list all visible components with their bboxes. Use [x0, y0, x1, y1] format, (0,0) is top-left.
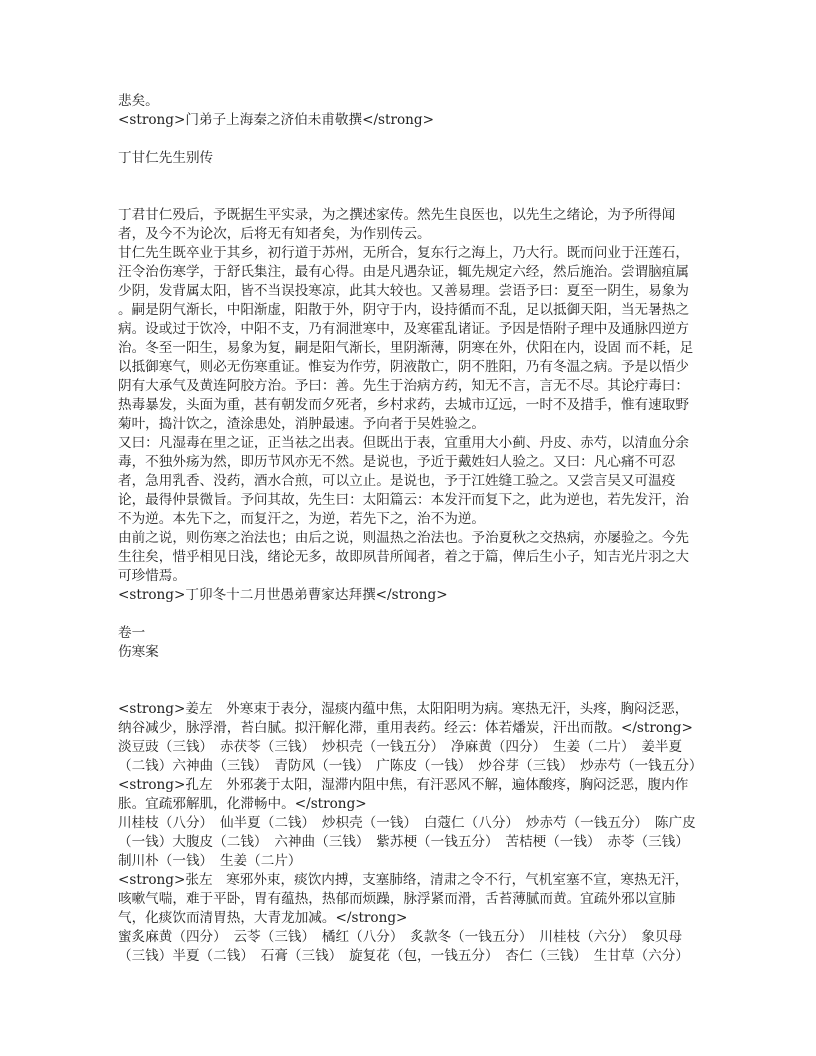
section-title: 伤寒案	[118, 644, 159, 660]
biography-title: 丁甘仁先生别传	[118, 150, 214, 166]
case-prescription: 淡豆豉（三钱） 赤茯苓（三钱） 炒枳壳（一钱五分） 净麻黄（四分） 生姜（二片） 姜半夏（二钱）六神曲（三钱） 青防风（一钱） 广陈皮（一钱） 炒谷芽（三钱） 炒赤芍（一钱五分）	[118, 739, 703, 774]
biography-signature: <strong>丁卯冬十二月世愚弟曹家达拜撰</strong>	[118, 587, 448, 603]
case-description: <strong>姜左 外寒束于表分，湿痰内蕴中焦，太阳阳明为病。寒热无汗，头疼，胸闷泛恶，纳谷减少，脉浮滑，苔白腻。拟汗解化滞，重用表药。经云：体若燔炭，汗出而散。</strong>	[118, 701, 693, 736]
biography-paragraph-1: 丁君甘仁殁后，予既据生平实录，为之撰述家传。然先生良医也，以先生之绪论，为予所得闻者，及今不为论次，后将无有知者矣，为作别传云。	[118, 207, 676, 242]
document-page	[118, 92, 703, 966]
spacer	[118, 662, 698, 700]
intro-tail: 悲矣。	[118, 93, 159, 109]
volume-title: 卷一	[118, 625, 146, 641]
biography-paragraph-2: 甘仁先生既卒业于其乡，初行道于苏州，无所合，复东行之海上，乃大行。既而问业于汪莲石，汪令治伤寒学，于舒氏集注，最有心得。由是凡遇杂证，辄先规定六经，然后施治。尝谓脑疽属少阴，发背属太阳，皆不当误投寒凉，此其大较也。又善易理。尝语予曰：夏至一阴生，易象为 。嗣是阴气渐长，中阳渐虚，阳散于外，阴守于内，设持循而不乱，足以抵御天阳，当无暑热之病。设或过于饮冷，中阳不支，乃有洞泄寒中，及寒霍乱诸证。予因是悟附子理中及通脉四逆方治。冬至一阳生，易象为复，嗣是阳气渐长，里阴渐薄，阴寒在外，伏阳在内，设固 而不耗，足以抵御寒气，则必无伤寒重证。惟妄为作劳，阴液散亡，阴不胜阳，乃有冬温之病。予是以悟少阴有大承气及黄连阿胶方治。予曰：善。先生于治病方药，知无不言，言无不尽。其论疔毒曰：热毒暴发，头面为重，甚有朝发而夕死者，乡村求药，去城市辽远，一时不及措手，惟有速取野菊叶，捣汁饮之，渣涂患处，消肿最速。予向者于吴姓验之。	[118, 245, 694, 432]
spacer	[118, 130, 698, 149]
biography-paragraph-3: 又曰：凡湿毒在里之证，正当祛之出表。但既出于表，宜重用大小蓟、丹皮、赤芍，以清血分余毒，不独外疡为然，即历节风亦无不然。是说也，予近于戴姓妇人验之。又曰：凡心痛不可忍者，急用乳香、没药，酒水合煎，可以立止。是说也，予于江姓缝工验之。又尝言吴又可温疫论，最得仲景微旨。予问其故，先生曰：太阳篇云：本发汗而复下之，此为逆也，若先发汗，治不为逆。本先下之，而复汗之，为逆，若先下之，治不为逆。	[118, 435, 689, 527]
spacer	[118, 605, 698, 624]
case-description: <strong>孔左 外邪袭于太阳，湿滞内阻中焦，有汗恶风不解，遍体酸疼，胸闷泛恶，腹内作胀。宜疏邪解肌，化滞畅中。</strong>	[118, 777, 689, 812]
case-description: <strong>张左 寒邪外束，痰饮内搏，支塞肺络，清肃之令不行，气机室塞不宣，寒热无汗，咳嗽气喘，难于平卧，胃有蕴热，热郁而烦躁，脉浮紧而滑，舌苔薄腻而黄。宜疏外邪以宣肺气，化痰饮而清胃热，大青龙加减。</strong>	[118, 872, 689, 926]
case-prescription: 川桂枝（八分） 仙半夏（二钱） 炒枳壳（一钱） 白蔻仁（八分） 炒赤芍（一钱五分） 陈广皮（一钱）大腹皮（二钱） 六神曲（三钱） 紫苏梗（一钱五分） 苦桔梗（一钱） 赤苓（三钱） 制川朴（一钱） 生姜（二片）	[118, 815, 696, 869]
intro-signature: <strong>门弟子上海秦之济伯未甫敬撰</strong>	[118, 112, 435, 128]
biography-paragraph-4: 由前之说，则伤寒之治法也；由后之说，则温热之治法也。予治夏秋之交热病，亦屡验之。今先生往矣，惜乎相见日浅，绪论无多，故即夙昔所闻者，着之于篇，俾后生小子，知吉光片羽之大可珍惜焉。	[118, 530, 689, 584]
spacer	[118, 168, 698, 206]
case-prescription: 蜜炙麻黄（四分） 云苓（三钱） 橘红（八分） 炙款冬（一钱五分） 川桂枝（六分） 象贝母（三钱）半夏（二钱） 石膏（三钱） 旋复花（包，一钱五分） 杏仁（三钱） 生甘草（六分）	[118, 929, 689, 964]
